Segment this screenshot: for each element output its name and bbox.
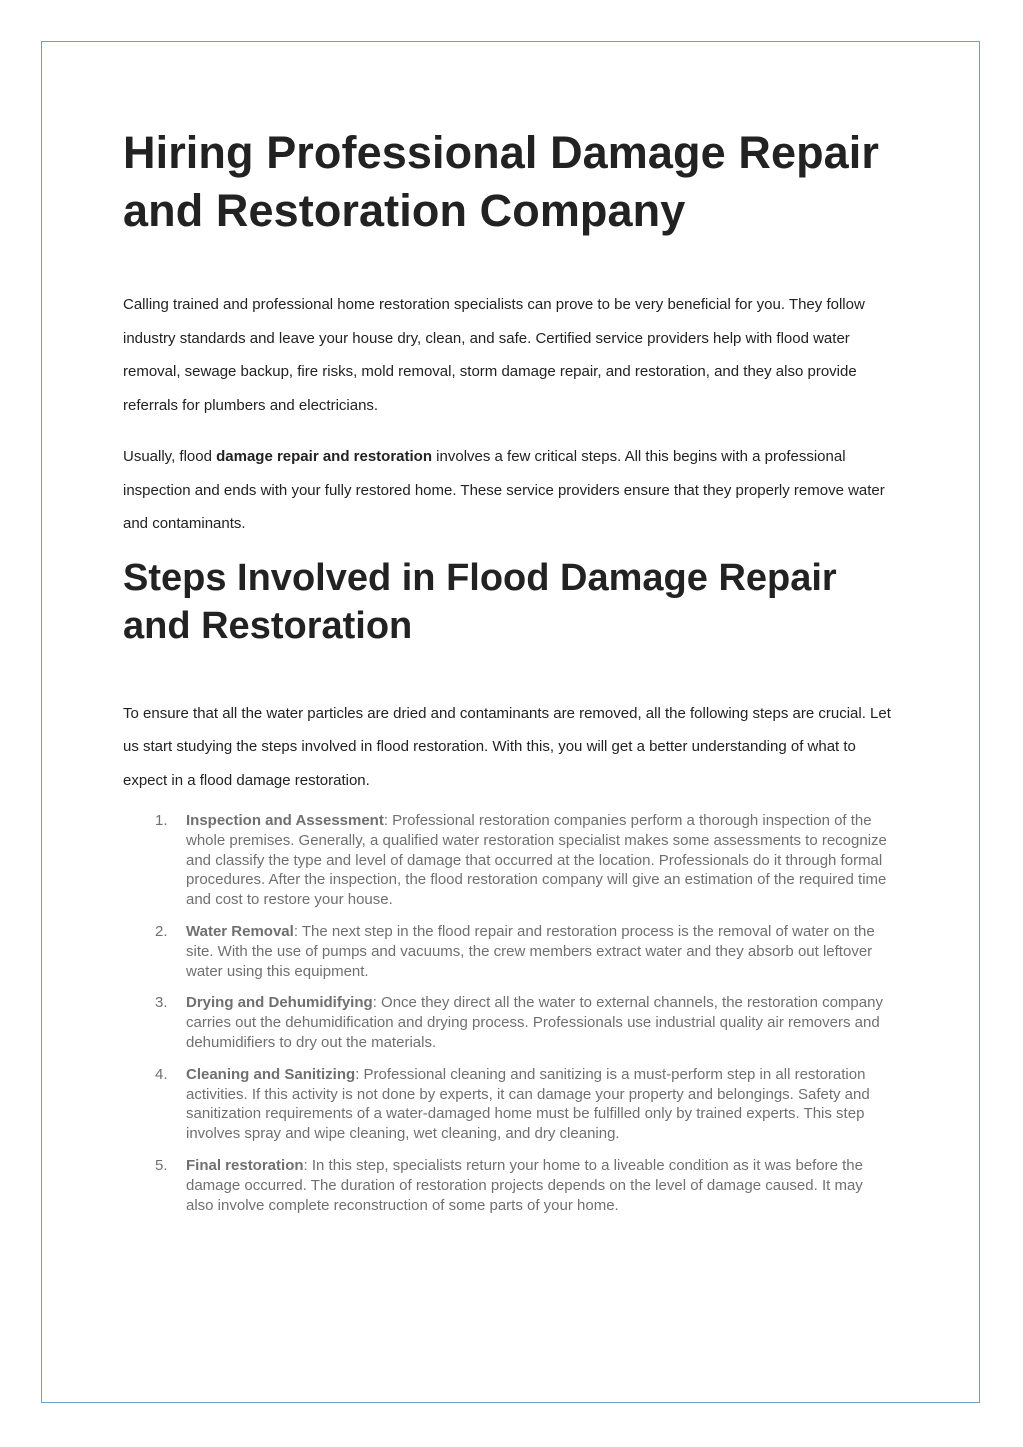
step-number: 2. xyxy=(155,922,168,940)
step-term: Inspection and Assessment xyxy=(186,812,384,829)
step-text: : The next step in the flood repair and restoration process is the removal of water on the site. With the use of pumps and vacuums, the crew members extract water and they absorb out leftover water using this equipment. xyxy=(186,922,875,980)
steps-intro-paragraph: To ensure that all the water particles are dried and contaminants are removed, all the following steps are crucial. Let us start studying the steps involved in flood restoration. With this, you will get a better understanding of what to expect in a flood damage restoration. xyxy=(123,704,891,789)
intro-paragraph-2 xyxy=(123,440,893,541)
step-text: : Once they direct all the water to external channels, the restoration company carries out the dehumidification and drying process. Professionals use industrial quality air removers and dehumidifiers to dry out the materials. xyxy=(186,994,883,1051)
step-term: Cleaning and Sanitizing xyxy=(186,1065,356,1083)
step-number: 1. xyxy=(155,812,168,829)
step-term: Drying and Dehumidifying xyxy=(186,994,373,1012)
document-title: Hiring Professional Damage Repair and Restoration Company xyxy=(123,127,880,236)
list-item xyxy=(123,1065,893,1144)
intro-paragraph: Calling trained and professional home restoration specialists can prove to be very beneficial for you. They follow industry standards and leave your house dry, clean, and safe. Certified service providers help with flood water removal, sewage backup, fire risks, mold removal, storm damage repair, and restoration, and they also provide referrals for plumbers and electricians. xyxy=(123,296,865,414)
intro-bold-phrase: damage repair and restoration xyxy=(216,448,433,465)
list-item xyxy=(123,922,893,981)
step-term: Final restoration xyxy=(186,1156,304,1174)
intro-text-before: Usually, flood xyxy=(123,448,217,465)
list-item xyxy=(123,811,893,910)
steps-heading: Steps Involved in Flood Damage Repair and Restoration xyxy=(123,556,837,647)
step-number: 3. xyxy=(155,994,168,1012)
document-body xyxy=(123,124,893,1227)
intro-text-after: involves a few critical steps. All this begins with a professional inspection and ends with your fully restored home. These service providers ensure that they properly remove water and contaminants. xyxy=(123,448,885,532)
list-item xyxy=(123,1156,893,1215)
list-item xyxy=(123,993,893,1052)
step-term: Water Removal xyxy=(186,922,294,940)
step-number: 4. xyxy=(155,1065,168,1083)
step-number: 5. xyxy=(155,1156,168,1174)
steps-list xyxy=(123,811,893,1215)
step-text: : Professional cleaning and sanitizing is a must-perform step in all restoration activities. If this activity is not done by experts, it can damage your property and belongings. Safety and sanitization requirements of a water-damaged home must be fulfilled only by trained experts. This step involves spray and wipe cleaning, wet cleaning, and dry cleaning. xyxy=(186,1065,870,1143)
step-text: : In this step, specialists return your home to a liveable condition as it was before the damage occurred. The duration of restoration projects depends on the level of damage caused. It may also involve complete reconstruction of some parts of your home. xyxy=(186,1156,863,1214)
step-text: : Professional restoration companies perform a thorough inspection of the whole premises. Generally, a qualified water restoration specialist makes some assessments to recognize and classify the type and level of damage that occurred at the location. Professionals do it through formal procedures. After the inspection, the flood restoration company will give an estimation of the required time and cost to restore your house. xyxy=(186,812,887,909)
